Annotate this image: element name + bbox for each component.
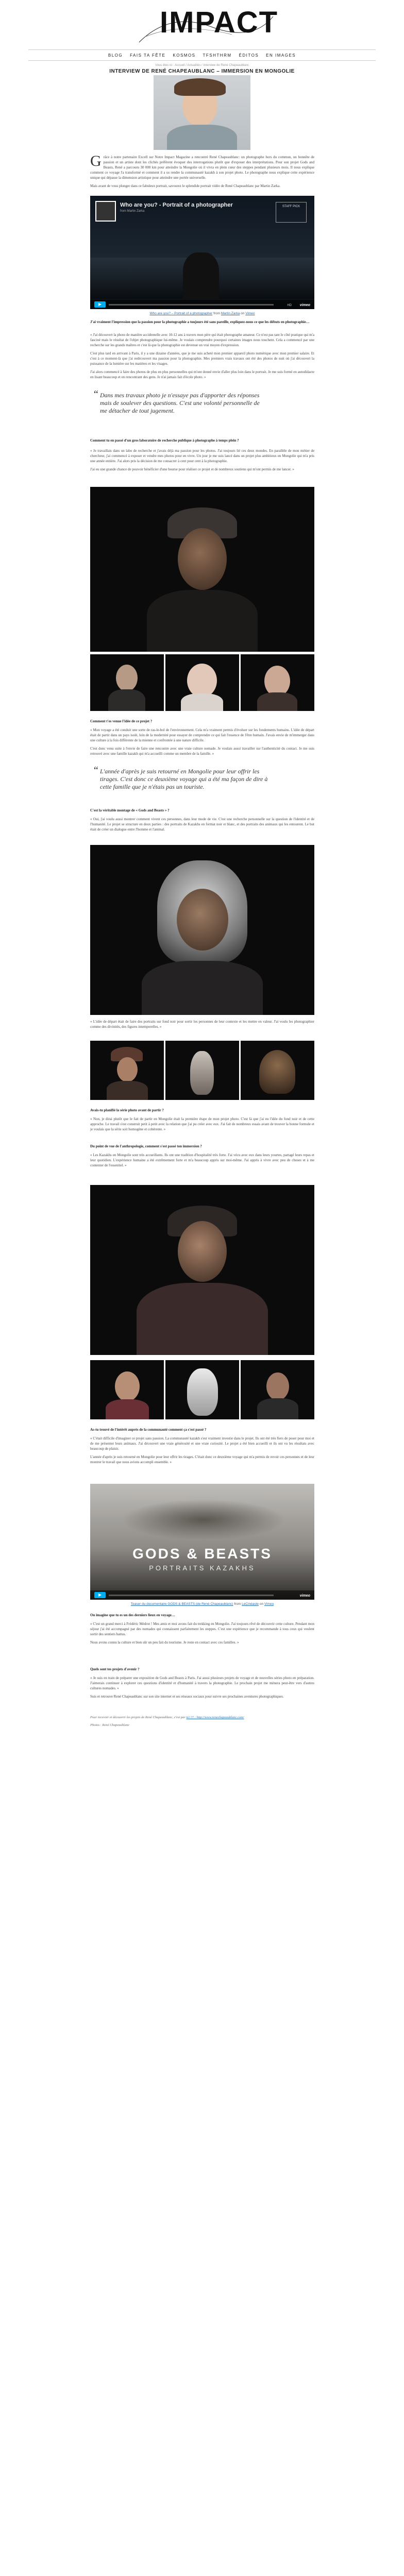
staff-pick-label: STAFF PICK	[282, 205, 300, 208]
question-2: Comment tu en passé d'un gros laboratoire de recherche publique à photographe à temps plein ?	[90, 438, 239, 443]
vimeo-logo-2[interactable]: vimeo	[299, 1594, 310, 1598]
answer-5	[90, 1116, 314, 1135]
nav-item-blog[interactable]: BLOG	[108, 53, 123, 58]
video2-caption	[90, 1602, 314, 1606]
hero-portrait-photo	[154, 75, 250, 150]
portrait-photo-elder	[90, 487, 314, 652]
portrait-photo-mother-child	[90, 1185, 314, 1355]
page-title: INTERVIEW DE RENÉ CHAPEAUBLANC – IMMERSION EN MONGOLIE	[109, 69, 295, 74]
pull-quote-2	[93, 765, 273, 791]
answer-3-p1: « Mon voyage a été conduit une sorte de ras-le-bol de l'environnement. Cela m'a vraiment permis d'évoluer sur les fondements humains. L'idée de départ était de partir dans un pays isolé, loin de la modernité pour essayer de comprendre ce qui fait l'essence de l'être humain. J'avais envie de m'immerger dans une culture à la fois différente de la mienne et confrontée à une nature difficile.	[90, 728, 314, 742]
vimeo-logo[interactable]: vimeo	[299, 303, 310, 307]
pull-quote-2-text: L'année d'après je suis retourné en Mongolie pour leur offrir les tirages. C'est donc ce deuxième voyage qui a été ma façon de dire à cette famille que je n'étais pas un touriste.	[100, 768, 268, 790]
question-1: J'ai vraiment l'impression que la passion pour la photographie a toujours été sans pareille, expliquez-nous ce que les débuts en photographie…	[90, 320, 310, 324]
answer-5-p1: « Non, je dirai plutôt que le fait de partir en Mongolie était la première étape de mon projet photo. C'est là que j'ai eu l'idée du fond noir et de cette approche. Le travail s'est construit petit à petit avec la relation que j'ai pu créer avec eux. J'ai fait de nombreux essais avant de trouver la bonne formule et je voulais que la série soit homogène et cohérente. »	[90, 1117, 314, 1131]
portrait-photo-man-hat	[90, 1041, 164, 1100]
video-title[interactable]: Who are you? - Portrait of a photographer	[120, 202, 233, 208]
nav-item-images[interactable]: EN IMAGES	[266, 53, 296, 58]
video-player-gods-beasts[interactable]	[90, 1484, 314, 1600]
question-9: Quels sont tes projets d'avenir ?	[90, 1667, 140, 1671]
video2-progress-bar[interactable]	[109, 1595, 274, 1596]
portrait-photo-boy	[241, 1360, 314, 1419]
answer-7	[90, 1436, 314, 1468]
answer-1-p1: « J'ai découvert la photo de manière accidentelle avec 10-12 ans à travers mon père qui était photographe amateur. Ce n'est pas tant le côté pratique qui m'a fasciné mais le résultat de l'objet photographique lui-même. Je voulais comprendre pourquoi certaines images nous touchent. Cela a commencé par une recherche sur les grands maîtres et c'est là que la photographie est devenue un vrai moyen d'expression.	[90, 333, 314, 347]
answer-2-p2: J'ai eu une grande chance de pouvoir bénéficier d'une bourse pour réaliser ce projet et de nombreux soutiens qui m'ont permis de me lancer. »	[90, 467, 294, 471]
answer-8-p2: Nous avons connu la culture et bien sûr un peu fait du tourisme. Je reste en contact avec ces familles. »	[90, 1640, 239, 1645]
portrait-photo-eagle	[241, 1041, 314, 1100]
portrait-photo-goat	[165, 1360, 239, 1419]
portrait-photo-horse	[165, 1041, 239, 1100]
intro-paragraph-2: Mais avant de vous plonger dans ce fabuleux portrait, savourez le splendide portrait vidéo de René Chapeaublanc par Martin Zarka.	[90, 184, 281, 188]
hd-toggle[interactable]: HD	[287, 304, 292, 307]
answer-3-p2: C'est donc venu suite à l'envie de faire une rencontre avec une vraie culture nomade. Je voulais aussi travailler sur l'authenticité du contact. Je me suis retrouvé avec une famille kazakh qui m'a accueilli comme un membre de la famille. »	[90, 747, 314, 756]
video2-subtitle: PORTRAITS KAZAKHS	[149, 1564, 256, 1572]
question-7: As-tu trouvé de l'intérêt auprès de la communauté comment ça s'est passé ?	[90, 1428, 207, 1432]
caption-from: from	[213, 312, 221, 315]
vimeo-link[interactable]: Vimeo	[245, 312, 255, 315]
play-icon[interactable]: ▶	[94, 301, 106, 308]
answer-1	[90, 332, 314, 383]
footer-site-link[interactable]: ici !!! : http://www.renechapeaublanc.com/	[186, 1716, 244, 1719]
answer-4	[90, 817, 314, 835]
question-5: Avais-tu planifié la série photo avant de partir ?	[90, 1108, 164, 1112]
vimeo-link-2[interactable]: Vimeo	[264, 1602, 274, 1606]
video2-controls	[90, 1590, 314, 1600]
video2-title[interactable]: GODS & BEASTS	[132, 1546, 272, 1562]
portrait-photo-elder-woman	[90, 845, 314, 1015]
site-logo[interactable]: IMPACT	[160, 6, 279, 39]
play-icon-2[interactable]: ▶	[94, 1592, 106, 1598]
answer-8	[90, 1621, 314, 1648]
staff-pick-badge	[276, 202, 307, 223]
answer-7-p2: L'année d'après je suis retourné en Mongolie pour leur offrir les tirages. C'était donc ce deuxième voyage qui m'a permis de revoir ces personnes et de leur montrer le travail que nous avions accompli ensemble. »	[90, 1455, 314, 1464]
answer-9	[90, 1675, 314, 1702]
question-3: Comment t'es venue l'idée de ce projet ?	[90, 719, 153, 723]
nav-item-tfshthrm[interactable]: TFSHTHRM	[203, 53, 232, 58]
caption2-on: on	[259, 1602, 264, 1606]
answer-2	[90, 448, 314, 475]
answer-4-p2: « L'idée de départ était de faire des portraits sur fond noir pour sortir les personnes de leur contexte et les mettre en valeur. J'ai voulu les photographier comme des divinités, des figures intemporelles. »	[90, 1020, 314, 1029]
answer-4-continued	[90, 1019, 314, 1032]
nav-item-fete[interactable]: FAIS TA FÊTE	[130, 53, 166, 58]
answer-2-p1: « Je travaillais dans un labo de recherche et j'avais déjà ma passion pour les photos. J'ai toujours lié ces deux mondes. En parallèle de mon métier de chercheur, j'ai commencé à exposer et vendre mes photos pour en vivre. Un jour je me suis lancé dans un projet plus ambitieux en Mongolie qui m'a pris une année entière. J'ai alors pris la décision de me consacrer à cent pour cent à la photographie.	[90, 449, 314, 463]
footer-credit-text: Pour recevoir et découvrir les projets de René Chapeaublanc, c'est par	[90, 1716, 186, 1719]
portrait-photo-baby	[165, 654, 239, 711]
portrait-photo-child-2	[241, 654, 314, 711]
answer-7-p1: « C'était difficile d'imaginer ce projet sans passion. La communauté kazakh s'est vraiment investie dans le projet. Ils ont été très fiers de poser pour moi et de me présenter leurs animaux. J'ai découvert une vraie générosité et une vraie curiosité. Le projet a été bien accueilli et ils ont vu les résultats avec beaucoup de plaisir.	[90, 1436, 314, 1451]
answer-4-p1: « Oui, j'ai voulu aussi montrer comment vivent ces personnes, dans leur mode de vie. C'est une recherche personnelle sur la question de l'identité et de l'humanité. Le projet se structure en deux parties : des portraits de Kazakhs en format noir et blanc, et des portraits des animaux qui les entourent. Le but était de créer un dialogue entre l'homme et l'animal.	[90, 817, 314, 832]
footer-credit	[90, 1716, 314, 1719]
portrait-photo-girl	[90, 1360, 164, 1419]
answer-6-p1: « Les Kazakhs en Mongolie sont très accueillants. Ils ont une tradition d'hospitalité très forte. J'ai vécu avec eux dans leurs yourtes, partagé leurs repas et leur quotidien. L'expérience humaine a été extrêmement forte et m'a beaucoup appris sur moi-même. J'ai appris à vivre avec peu de choses et à me contenter de l'essentiel. »	[90, 1153, 314, 1167]
portrait-photo-child-1	[90, 654, 164, 711]
dropcap: G	[90, 152, 102, 170]
pull-quote-1-text: Dans mes travaux photo je n'essaye pas d'apporter des réponses mais de soulever des questions. C'est une volonté personnelle de me détacher de tout jugement.	[100, 392, 260, 414]
answer-1-p3: J'ai alors commencé à faire des photos de plus en plus personnelles qui m'ont donné envie d'aller plus loin dans le portrait. Je me suis formé en autodidacte en lisant beaucoup et en rencontrant des gens. Je n'ai jamais fait d'école photo. »	[90, 370, 314, 379]
answer-3	[90, 727, 314, 759]
question-6: Du point de vue de l'anthropologie, comment s'est passé ton immersion ?	[90, 1144, 202, 1148]
answer-6	[90, 1153, 314, 1171]
answer-1-p2: C'est plus tard en arrivant à Paris, il y a une dizaine d'années, que je me suis acheté mon premier appareil photo numérique avec mon premier salaire. Et c'est à ce moment-là que j'ai redécouvert ma passion pour la photographie. Mes premiers vrais travaux ont été des photos de nuit où j'ai découvert la puissance de la lumière sur les matières et les visages.	[90, 351, 314, 366]
answer-8-p1: « C'est un grand merci à Frédéric Médrot ! Mes amis et moi avons fait du trekking en Mongolie. J'ai toujours rêvé de découvrir cette culture. Pendant mon séjour j'ai été accompagné par des nomades qui connaissent parfaitement les steppes. C'est une expérience que je recommande à tous ceux qui veulent sortir des sentiers battus.	[90, 1622, 314, 1636]
pull-quote-1	[93, 388, 263, 415]
quote-mark-icon: “	[93, 388, 99, 400]
question-8: On imagine que tu es un des derniers lieux en voyage…	[90, 1613, 175, 1617]
intro-text	[90, 152, 314, 192]
video-author-thumbnail[interactable]	[95, 201, 116, 222]
video-subtitle: from Martin Zarka	[120, 210, 145, 213]
video-progress-bar[interactable]	[109, 304, 274, 306]
caption2-from: from	[234, 1602, 241, 1606]
footer-photos-credit: Photos : René Chapeaublanc	[90, 1723, 129, 1727]
video-caption	[90, 312, 314, 315]
answer-9-p2: Suis et retrouve René Chapeaublanc sur son site internet et ses réseaux sociaux pour suivre ses prochaines aventures photographiques.	[90, 1694, 284, 1699]
video-author-link[interactable]: Martin Zarka	[221, 312, 240, 315]
video-controls	[90, 300, 314, 309]
intro-paragraph: râce à notre partenaire Excell sur Notre Impact Magazine a rencontré René Chapeaublanc: un photographe hors du commun, un honnête de passion et un artiste dont les clichés préfèrent évoquer des interrogations plutôt que d'exposer des interprétations. Pour son projet Gods and Beasts, René a parcouru 30 000 km pour atteindre la Mongolie où il vivra en plein cœur des steppes pendant plusieurs mois. Il nous explique comment ce voyage l'a transformé et comment il a su rendre la communauté kazakh à son projet photo. Le photographe nous explique cette expérience unique qui dépasse la dimension artistique pour atteindre une portée universelle.	[90, 155, 314, 180]
caption-on: on	[241, 312, 245, 315]
masthead	[0, 0, 404, 46]
nav-item-kosmos[interactable]: KOSMOS	[173, 53, 196, 58]
video2-caption-link[interactable]: Teaser du documentaire GODS & BEASTS (de René Chapeaublanc)	[130, 1602, 233, 1606]
breadcrumb: Vous êtes ici : Accueil / Actualités / Interview de René Chapeaublanc	[155, 64, 249, 67]
answer-9-p1: « Je suis en train de préparer une exposition de Gods and Beasts à Paris. J'ai aussi plusieurs projets de voyage et de nouvelles séries photo en préparation. J'aimerais continuer à explorer ces questions d'identité et d'humanité à travers la photographie. Le prochain projet me mènera peut-être vers d'autres cultures nomades. »	[90, 1676, 314, 1690]
quote-mark-icon-2: “	[93, 765, 99, 776]
video2-author-link[interactable]: LeCinéaste	[242, 1602, 259, 1606]
main-nav	[28, 49, 376, 61]
video-player-portrait[interactable]	[90, 196, 314, 309]
nav-item-editos[interactable]: ÉDITOS	[239, 53, 259, 58]
video-caption-link[interactable]: Who are you? – Portrait of a photographer	[149, 312, 213, 315]
question-4: C'est la véritable montage de « Gods and Beasts » ?	[90, 808, 170, 812]
